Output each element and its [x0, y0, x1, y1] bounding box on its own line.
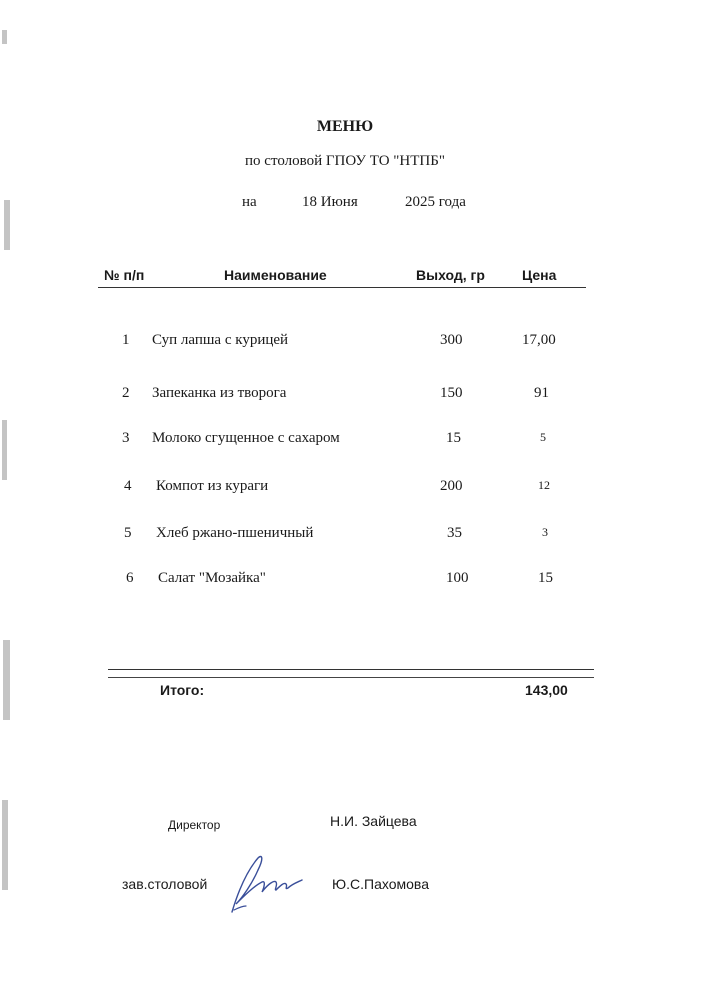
header-output: Выход, гр — [416, 267, 485, 283]
table-row — [0, 430, 707, 452]
table-row — [0, 332, 707, 354]
row-num: 1 — [122, 332, 130, 348]
row-output: 100 — [446, 570, 469, 586]
row-num: 4 — [124, 478, 132, 494]
total-divider-top — [108, 669, 594, 670]
total-divider-bottom — [108, 677, 594, 678]
row-output: 15 — [446, 430, 461, 446]
table-row — [0, 570, 707, 592]
row-output: 35 — [447, 525, 462, 541]
row-name: Запеканка из творога — [152, 385, 287, 401]
table-row — [0, 525, 707, 547]
row-price: 5 — [540, 430, 546, 444]
menu-title: МЕНЮ — [316, 118, 374, 135]
date-year: 2025 года — [405, 194, 466, 210]
row-num: 6 — [126, 570, 134, 586]
director-role: Директор — [168, 818, 221, 832]
row-name: Хлеб ржано-пшеничный — [156, 525, 314, 541]
total-value: 143,00 — [525, 682, 568, 698]
header-name: Наименование — [224, 267, 327, 283]
scan-edge-artifact — [0, 0, 18, 1000]
director-name: Н.И. Зайцева — [330, 813, 417, 829]
header-price: Цена — [522, 267, 557, 283]
canteen-head-role: зав.столовой — [122, 876, 208, 892]
row-num: 5 — [124, 525, 132, 541]
row-price: 12 — [538, 478, 550, 492]
date-day: 18 Июня — [302, 194, 358, 210]
canteen-head-name: Ю.С.Пахомова — [332, 876, 429, 892]
handwritten-signature — [228, 852, 308, 916]
table-row — [0, 385, 707, 407]
row-price: 15 — [538, 570, 553, 586]
date-prefix: на — [242, 194, 257, 210]
row-name: Компот из кураги — [156, 478, 269, 494]
header-num: № п/п — [104, 267, 145, 283]
header-divider — [98, 287, 586, 288]
total-label: Итого: — [160, 682, 205, 698]
row-output: 150 — [440, 385, 463, 401]
row-price: 3 — [542, 525, 548, 539]
row-name: Молоко сгущенное с сахаром — [152, 430, 340, 446]
row-price: 91 — [534, 385, 549, 401]
row-num: 3 — [122, 430, 130, 446]
row-num: 2 — [122, 385, 130, 401]
row-output: 300 — [440, 332, 463, 348]
row-output: 200 — [440, 478, 463, 494]
row-name: Салат "Мозайка" — [158, 570, 266, 586]
row-price: 17,00 — [522, 332, 556, 348]
table-row — [0, 478, 707, 500]
menu-subtitle: по столовой ГПОУ ТО "НТПБ" — [245, 153, 445, 169]
row-name: Суп лапша с курицей — [152, 332, 289, 348]
